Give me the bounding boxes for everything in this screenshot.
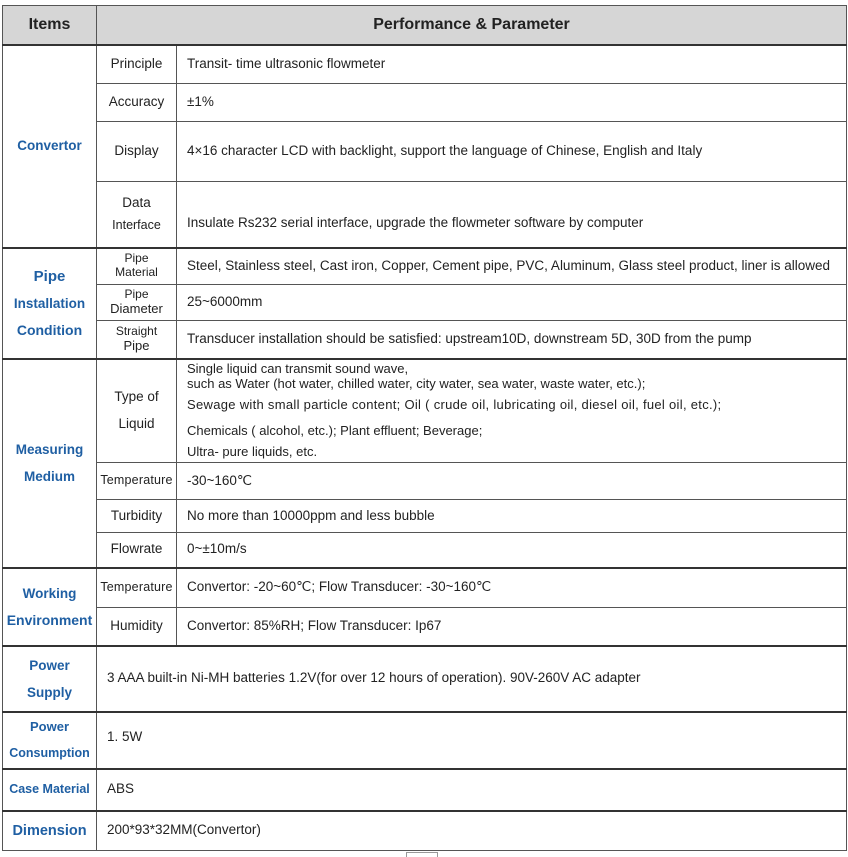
row-label: Display (97, 122, 177, 182)
table-row (3, 182, 847, 248)
row-label (97, 321, 177, 359)
row-label-line: Diameter (110, 300, 163, 316)
category-power-consumption (3, 712, 97, 769)
row-label-line: Material (115, 265, 158, 280)
row-value: -30~160℃ (177, 463, 847, 500)
category-line: Medium (23, 469, 75, 484)
row-value: Convertor: 85%RH; Flow Transducer: Ip67 (177, 608, 847, 646)
table-row (3, 285, 847, 321)
row-label: Accuracy (97, 84, 177, 122)
list-item: Chemicals ( alcohol, etc.); Plant effluent; Beverage; (187, 422, 483, 438)
row-label (97, 285, 177, 321)
row-value: No more than 10000ppm and less bubble (177, 500, 847, 533)
row-label: Flowrate (97, 533, 177, 568)
row-value: Steel, Stainless steel, Cast iron, Copper, Cement pipe, PVC, Aluminum, Glass steel product, liner is allowed (177, 248, 847, 285)
row-value: Transducer installation should be satisfied: upstream10D, downstream 5D, 30D from the pump (177, 321, 847, 359)
table-row (3, 122, 847, 182)
row-value: Convertor: -20~60℃; Flow Transducer: -30~160℃ (177, 568, 847, 608)
header-performance: Performance & Parameter (97, 6, 847, 45)
category-working-environment (3, 568, 97, 646)
row-label-line: Pipe (124, 251, 149, 266)
category-line: Power (29, 719, 69, 734)
row-label: Principle (97, 45, 177, 84)
category-case-material: Case Material (3, 769, 97, 811)
spec-table (2, 5, 847, 851)
category-power-supply (3, 646, 97, 712)
row-value: 3 AAA built-in Ni-MH batteries 1.2V(for over 12 hours of operation). 90V-260V AC adapter (97, 646, 847, 712)
row-label: Temperature (97, 568, 177, 608)
table-row (3, 811, 847, 851)
row-label-line: Pipe (123, 337, 150, 353)
category-line: Environment (6, 611, 93, 628)
row-label-line: Data (122, 195, 151, 210)
list-item: Single liquid can transmit sound wave, (187, 360, 409, 376)
row-label-line: Type of (114, 388, 159, 404)
table-row (3, 248, 847, 285)
table-row (3, 769, 847, 811)
row-value: 25~6000mm (177, 285, 847, 321)
list-item: Sewage with small particle content; Oil ( crude oil, lubricating oil, diesel oil, fuel oil, etc.); (187, 396, 722, 412)
category-measuring-medium (3, 359, 97, 568)
row-value: ±1% (177, 84, 847, 122)
table-header (3, 6, 847, 45)
category-line: Installation (13, 295, 86, 311)
row-label (97, 248, 177, 285)
row-value: Transit- time ultrasonic flowmeter (177, 45, 847, 84)
row-value: 1. 5W (97, 712, 847, 769)
table-row (3, 646, 847, 712)
liquid-list (177, 359, 847, 463)
row-value: 4×16 character LCD with backlight, support the language of Chinese, English and Italy (177, 122, 847, 182)
row-label-line: Liquid (118, 415, 155, 431)
table-row (3, 500, 847, 533)
category-pipe (3, 248, 97, 359)
category-line: Power (29, 657, 70, 673)
row-label (97, 359, 177, 463)
row-label-line: Interface (112, 217, 161, 232)
table-row (3, 608, 847, 646)
category-convertor: Convertor (3, 45, 97, 248)
row-label: Turbidity (97, 500, 177, 533)
table-row (3, 463, 847, 500)
row-value: ABS (97, 769, 847, 811)
row-label-line: Straight (115, 323, 158, 338)
page-edge-mark (406, 852, 438, 857)
table-row (3, 359, 847, 463)
row-label (97, 182, 177, 248)
category-dimension: Dimension (3, 811, 97, 851)
category-line: Consumption (9, 746, 90, 760)
row-label-line: Pipe (124, 287, 149, 302)
table-row (3, 84, 847, 122)
category-line: Supply (26, 684, 72, 700)
row-value: 0~±10m/s (177, 533, 847, 568)
table-row (3, 321, 847, 359)
table-row (3, 712, 847, 769)
row-label: Temperature (97, 463, 177, 500)
row-label: Humidity (97, 608, 177, 646)
row-value: 200*93*32MM(Convertor) (97, 811, 847, 851)
list-item: Ultra- pure liquids, etc. (187, 443, 318, 459)
category-line: Pipe (33, 267, 66, 285)
table-row (3, 533, 847, 568)
row-value: Insulate Rs232 serial interface, upgrade the flowmeter software by computer (177, 182, 847, 248)
category-line: Working (22, 585, 77, 601)
list-item: such as Water (hot water, chilled water, city water, sea water, waste water, etc.); (187, 375, 646, 391)
header-items: Items (3, 6, 97, 45)
table-row (3, 568, 847, 608)
category-line: Condition (16, 321, 83, 338)
category-line: Measuring (15, 442, 84, 457)
table-row (3, 45, 847, 84)
